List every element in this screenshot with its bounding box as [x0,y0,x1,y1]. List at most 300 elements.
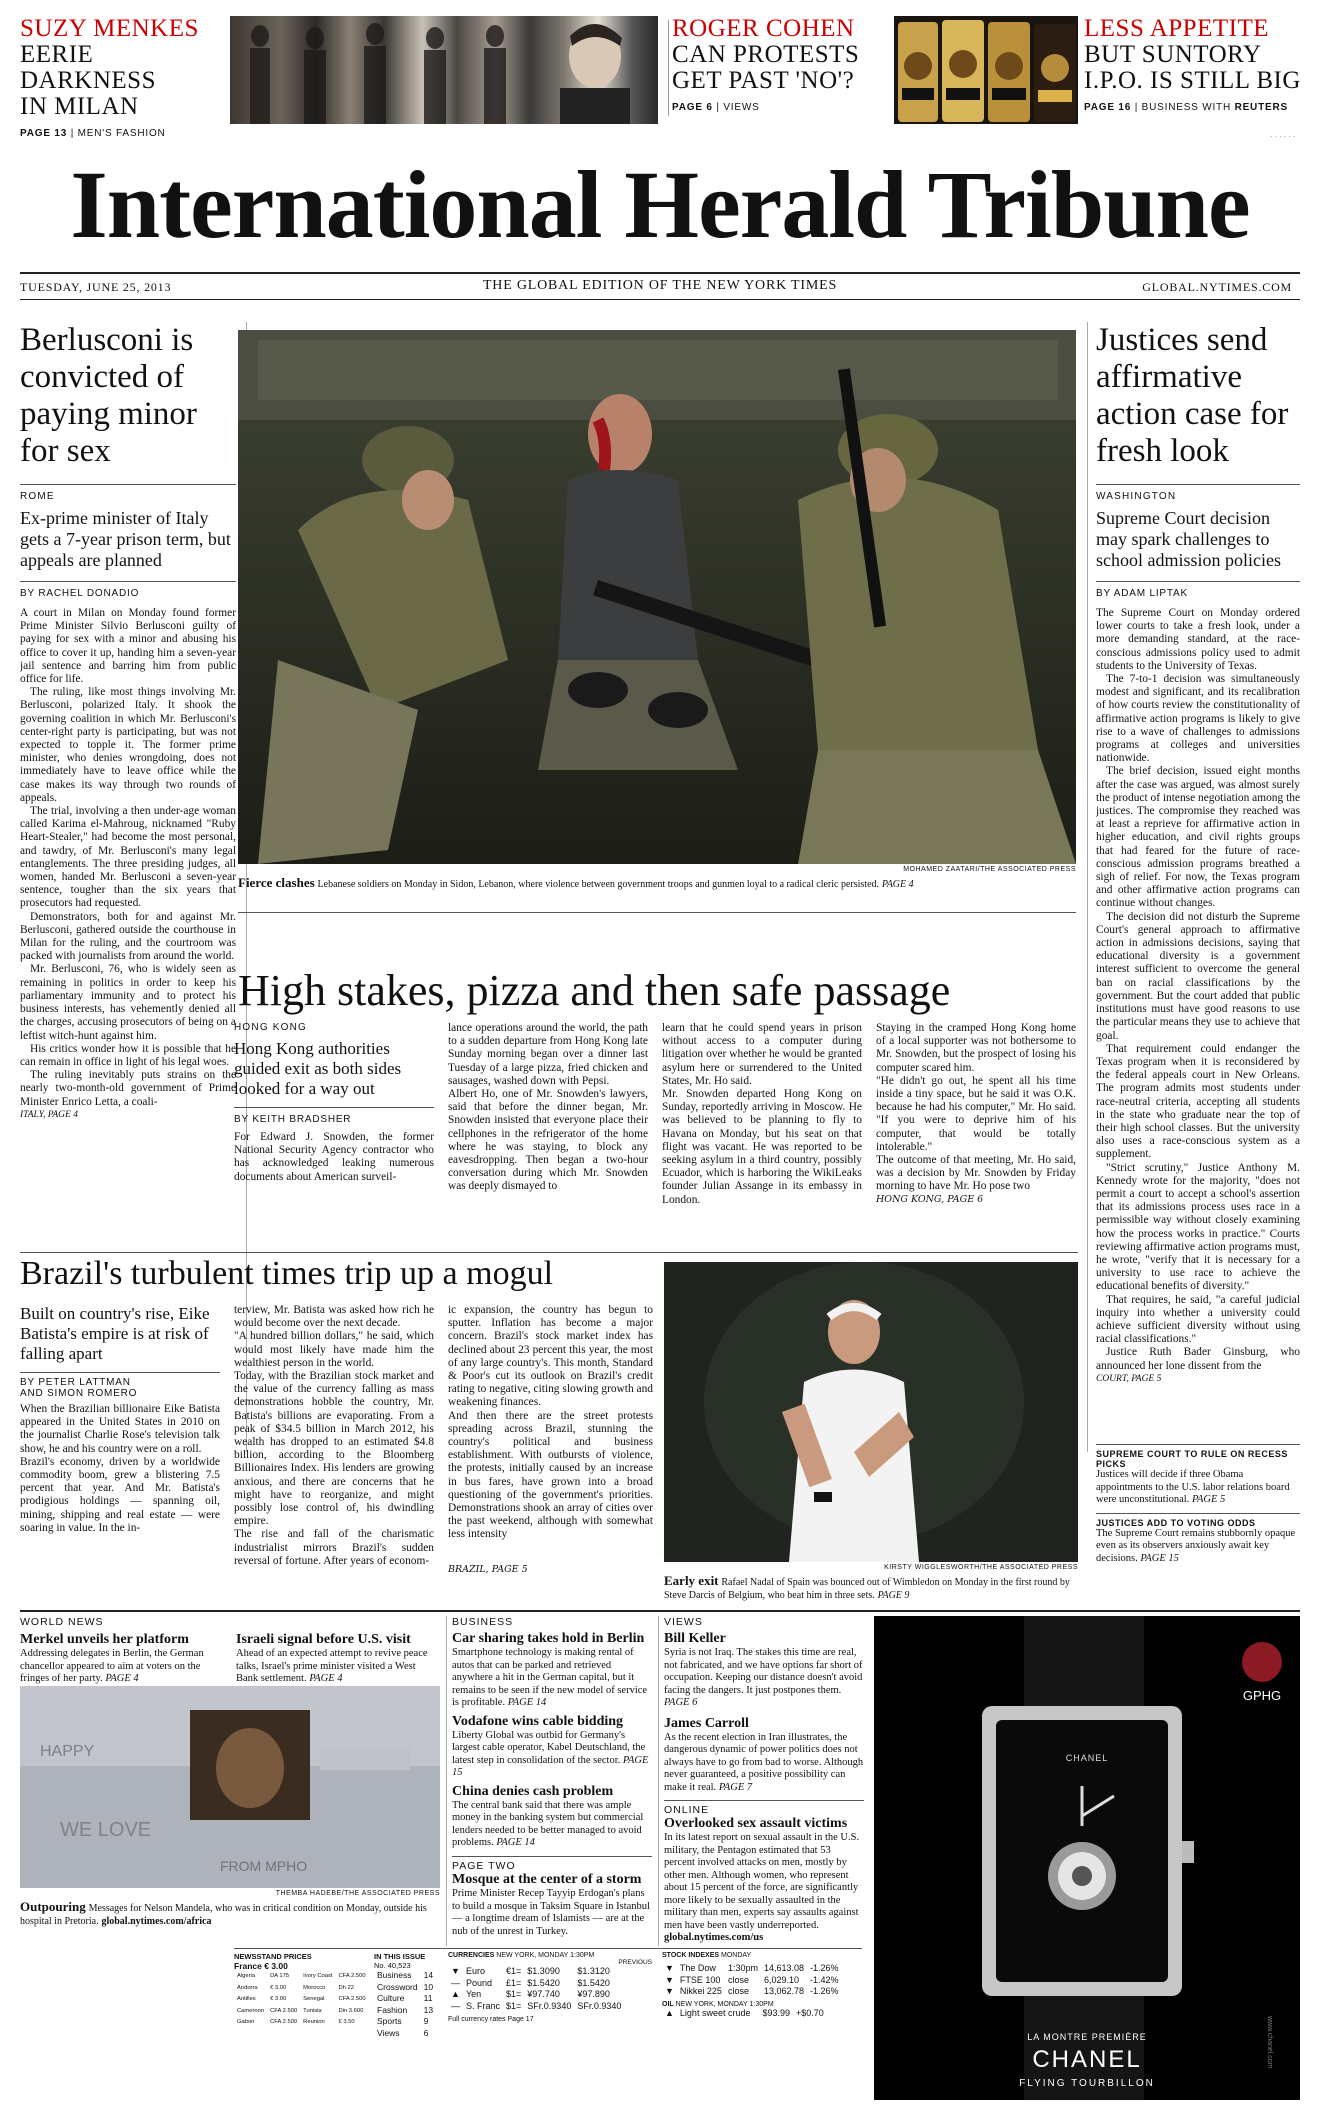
item-text [452,1800,652,1850]
country: Gabon [237,2019,255,2025]
item-jump[interactable]: PAGE 6 [664,1697,698,1708]
currency-rate: $1.5420 [527,1977,560,1988]
justices-deck: Supreme Court decision may spark challenges to school admission policies [1096,508,1281,570]
item-text [664,1832,864,1945]
currency-rate: ¥97.740 [527,1989,560,1999]
index-change: -1.26% [810,1986,839,1996]
index-name: Nikkei 225 [679,1986,722,1996]
paragraph: "Strict scrutiny," Justice Anthony M. Kennedy wrote for the majority, "does not permit a court to accept a school's assertion that its admissions process uses race in a permissible way without closely examining how the process works in practice." Courts reviewing affirmative action programs must, he wrote, "verify that it is necessary for a university to use race to achieve the educational benefits of diversity." [1096,1161,1300,1293]
item-head: Mosque at the center of a storm [452,1872,642,1887]
brief-kicker[interactable]: SUPREME COURT TO RULE ON RECESS PICKS [1096,1449,1288,1469]
index-table [374,1970,436,2039]
brazil-col3-body: ic expansion, the country has begun to sputter. Inflation has become a major concern. Brazil's stock market index has declined about 23 percent this year, the most of any large country's. This month, Standard & Poor's cut its outlook on Brazil's credit rating to negative, citing slowing growth and weakening finances. And then there are the street protests spreading across Brazil, stunning the country's political and business establishment. With outbursts of violence, the protests, initially caused by an increase in bus fares, have grown into a broad questioning of the government's priorities. Demonstrations shook an array of cities over the past weekend, although with somewhat less intensity [448,1304,653,1541]
teaser-page: PAGE 13 [20,128,68,139]
brief-text [1096,1528,1300,1566]
teaser-head-line2: I.P.O. IS STILL BIG [1084,67,1301,94]
price-row [234,1994,369,2006]
index-name: FTSE 100 [679,1974,721,1985]
teaser-head-line1: EERIE DARKNESS [20,41,156,94]
rule [1096,1513,1300,1514]
oil-rows [662,2008,827,2020]
views-item-2[interactable] [664,1716,864,1795]
snowden-col1-body: For Edward J. Snowden, the former National Security Agency contractor who has acknowledged leaking numerous documents about American surveil- [234,1131,434,1183]
currency-name: Yen [466,1989,482,1999]
issue-index-title: IN THIS ISSUE [374,1952,426,1961]
teaser-page: PAGE 6 [672,102,713,113]
currency-unit: $1= [506,1989,522,1999]
stock-row [662,1963,842,1975]
dateline: HONG KONG [234,1022,308,1033]
rule [238,912,1076,913]
brief-text [1096,1469,1300,1507]
online-link[interactable]: global.nytimes.com/us [664,1932,764,1943]
trend-icon: — [451,2000,460,2011]
teaser-meta: PAGE 16 | BUSINESS WITH REUTERS [1084,102,1288,113]
index-section: Crossword [377,1981,418,1992]
teaser-fashion[interactable] [20,15,220,139]
photo-credit: MOHAMED ZAATARI/THE ASSOCIATED PRESS [903,866,1076,873]
caption-text: Rafael Nadal of Spain was bounced out of Wimbledon on Monday in the first round by Steve Darcis of Belgium, who beat him in three sets. [664,1577,1070,1602]
oil-time: NEW YORK, MONDAY 1:30PM [675,2000,774,2008]
item-text-body: Addressing delegates in Berlin, the German chancellor appeared to aim at voters on the fringes of her party. [20,1648,204,1684]
newsstand-prices [234,1952,372,2029]
svg-text:WE LOVE: WE LOVE [60,1819,152,1841]
teaser-page: PAGE 16 [1084,102,1132,113]
index-page: 13 [423,2004,434,2015]
ad-line-2: FLYING TOURBILLON [1019,2078,1155,2089]
svg-text:FROM MPHO: FROM MPHO [220,1858,308,1874]
currencies-time: NEW YORK, MONDAY 1:30PM [496,1952,595,1959]
teaser-kicker: LESS APPETITE [1084,15,1269,42]
currency-previous: $1.5420 [577,1977,610,1988]
online-item[interactable] [664,1816,864,1945]
currency-unit: £1= [506,1977,522,1988]
item-text-body: As the recent election in Iran illustrates, the dangerous dynamic of power politics does not always have to go from bad to worse. Although never guaranteed, a positive possibility can make it real. [664,1731,864,1793]
paragraph: His critics wonder how it is possible that he can remain in office in light of his legal woes. [20,1042,236,1068]
paragraph: The 7-to-1 decision was simultaneously modest and significant, and its recalibration of how courts review the constitutionality of affirmative action programs is likely to give rise to a wave of challenges to admissions programs at colleges and universities nationwide. [1096,673,1300,765]
item-text-body: Syria is not Iraq. The stakes this time are real, not fabricated, and we have options far short of occupation. Keeping our distance doesn't avoid facing the dangers. It just postpones them. [664,1647,863,1696]
newsstand-france: France € 3.00 [234,1961,288,1971]
item-text [664,1647,864,1710]
item-text [452,1730,652,1780]
item-text-body: Liberty Global was outbid for Germany's largest cable operator, Kabel Deutschland, the latest step in consolidation of the sector. [452,1729,646,1766]
price-row [234,1983,369,1995]
business-section [452,1616,652,1850]
nadal-graphic [664,1262,1078,1562]
brief-jump[interactable]: PAGE 5 [1191,1494,1226,1505]
item-text [20,1648,228,1686]
teaser-head-line1: CAN PROTESTS [672,41,860,68]
lead-photo-caption [238,876,1076,891]
footer-rule [234,1948,862,1949]
teaser-head-line2: IN MILAN [20,93,139,120]
country: Antilles [237,1996,256,2002]
brief-jump[interactable]: PAGE 15 [1140,1552,1179,1564]
page-two-section [452,1856,652,1938]
teaser-meta: PAGE 13 | MEN'S FASHION [20,128,166,139]
caption-link[interactable]: global.nytimes.com/africa [101,1916,212,1928]
caption-jump[interactable]: PAGE 9 [877,1590,910,1602]
teaser-meta: PAGE 6 | VIEWS [672,102,760,113]
index-change: -1.42% [810,1974,839,1985]
rule [20,1372,220,1373]
teaser-head-line2: GET PAST 'NO'? [672,67,855,94]
currency-unit: $1= [506,2000,522,2011]
column-rule [446,1616,447,1946]
paragraph: The brief decision, issued eight months after the case was argued, was almost surely the product of intense negotiation among the justices. The compromise they reached was at least a reprieve for affirmative action in higher education, and civil rights groups that had feared for the future of race-conscious admission programs breathed a sigh of relief. For now, the Texas program and other affirmative action programs can continue without changes. [1096,765,1300,910]
rule [20,1252,1078,1253]
justices-story [1096,322,1300,1437]
country: Morocco [303,1984,326,1991]
byline: BY ADAM LIPTAK [1096,588,1188,599]
trend-icon: ▼ [451,1966,460,1976]
snowden-deck: Hong Kong authorities guided exit as both sides looked for a way out [234,1039,402,1098]
snowden-col-3: learn that he could spend years in prison without access to a computer during litigation over whether he would be granted asylum here or surrendered to the United States, Mr. Ho said. Mr. Snowden departed Hong Kong on Sunday, reportedly arriving in Moscow. He was believed to be planning to fly to Havana on Monday, but his seat on that flight was vacant. He was reported to be seeking asylum in a third country, possibly Ecuador, which is harboring the WikiLeaks founder Julian Assange in its embassy in London. [662,1022,862,1206]
runway-models-graphic [230,16,658,124]
dateline: ROME [20,491,55,502]
item-text-body: The central bank said that there was ample money in the banking system but commercial lenders needed to be better managed to avoid problems. [452,1799,644,1848]
byline: BY RACHEL DONADIO [20,588,140,599]
currency-previous: SFr.0.9340 [577,2000,622,2011]
teaser-kicker: ROGER COHEN [672,15,855,42]
currency-previous: $1.3120 [577,1966,610,1976]
caption-lead: Fierce clashes [238,875,315,890]
index-page: 9 [423,2016,429,2026]
brazil-col-2: terview, Mr. Batista was asked how rich he would become over the next decade. "A hundred billion dollars," he said, which would most likely have made him the wealthiest person in the world. Today, with the Brazilian stock market and the value of the currency falling as mass demonstrations hobble the country, Mr. Batista's billions are evaporating. From a peak of $34.5 billion in March 2012, his wealth has dropped to an estimated $4.8 billion, according to the Bloomberg Billionaires Index. His lenders are growing anxious, and there are concerns that he might have to reorganize, and might possibly lose control of, his dwindling empire. The rise and fall of the charismatic industrialist mirrors Brazil's sudden reversal of fortune. After years of econom- [234,1304,434,1567]
snowden-col4-body: Staying in the cramped Hong Kong home of a local supporter was not bothersome to Mr. Snowden, but the prospect of losing his computer scared him. "He didn't go out, he spent all his time inside a tiny space, but he said it was O.K. because he had his computer," Mr. Ho said. "If you were to deprive him of his computer, that would be totally intolerable." The outcome of that meeting, Mr. Ho said, was a decision by Mr. Snowden by Friday morning to have Mr. Ho pose two [876,1022,1076,1193]
index-section: Culture [377,1993,405,2003]
byline: AND SIMON ROMERO [20,1388,138,1399]
paragraph: The ruling, like most things involving Mr. Berlusconi, polarized Italy. It shook the governing coalition in which Mr. Berlusconi's center-right party is participating, but was not expected to topple it. The former prime minister, who denies wrongdoing, does not immediately have to leave office while the case makes its way through two rounds of appeals. [20,686,236,804]
rule [1096,1444,1300,1445]
index-row[interactable] [374,1970,436,1982]
price-row [234,2006,369,2018]
rule [664,1800,864,1801]
currency-row [448,1989,624,2001]
currency-rate: $1.3090 [527,1966,560,1976]
paragraph: The Supreme Court on Monday ordered lower courts to take a fresh look, under a more demanding standard, at the race-conscious admissions policy used to admit students to the University of Texas. [1096,607,1300,672]
brief-text-body: The Supreme Court remains stubbornly opaque even as its observers anxiously await key decisions. [1096,1527,1296,1564]
item-text [452,1647,652,1710]
index-time: close [727,1986,749,1996]
business-item-3[interactable] [452,1784,652,1850]
teaser-section: VIEWS [723,102,760,113]
item-head: James Carroll [664,1715,749,1731]
price: CFA 2.500 [270,2019,298,2025]
jump-link[interactable]: COURT, PAGE 5 [1096,1373,1162,1384]
rule [234,1107,434,1108]
rule [1096,581,1300,582]
commodity-change: +$0.70 [796,2007,824,2018]
teaser-business[interactable] [1084,16,1320,116]
currencies-title: CURRENCIES [448,1952,495,1959]
lebanon-clash-photo[interactable] [238,330,1076,864]
item-jump[interactable]: PAGE 4 [309,1673,343,1684]
teaser-head-line1: BUT SUNTORY [1084,41,1262,68]
caption-lead: Outpouring [20,1899,86,1914]
currency-unit: €1= [506,1966,522,1976]
masthead-rule-bottom [20,299,1300,300]
item-head: Vodafone wins cable bidding [452,1713,624,1729]
paragraph: The ruling inevitably puts strains on the nearly two-month-old government of Prime Minister Enrico Letta, a coali- [20,1069,236,1108]
previous-label: PREVIOUS [618,1959,652,1966]
masthead-tagline: THE GLOBAL EDITION OF THE NEW YORK TIMES [482,278,838,293]
trend-icon: ▼ [665,1963,674,1973]
index-value: 14,613.08 [763,1963,805,1973]
paragraph: Mr. Berlusconi, 76, who is widely seen as remaining in politics in order to keep his parliamentary immunity and to protect his business interests, has vehemently denied all the charges, accusing prosecutors of being on a leftist witch-hunt against him. [20,963,236,1042]
price: € 3.50 [338,2019,355,2025]
dial-brand: CHANEL [1065,1753,1109,1763]
snowden-col-2: lance operations around the world, the path to a sudden departure from Hong Kong late Sunday morning began over a dinner last Tuesday of a large pizza, fried chicken and sausages, washed down with Pepsi. Albert Ho, one of Mr. Snowden's lawyers, said that before the dinner began, Mr. Snowden insisted that everyone place their cellphones in the refrigerator of the home where he was staying, to block any eavesdropping. Then began a two-hour conversation during which Mr. Snowden was deeply dismayed to [448,1022,648,1193]
reuters-logo: REUTERS [1234,102,1288,113]
paragraph: That requires, he said, "a careful judicial inquiry into whether a university could achieve sufficient diversity without using racial classifications." [1096,1293,1300,1346]
svg-text:HAPPY: HAPPY [40,1743,95,1760]
chanel-watch-graphic [874,1616,1300,2100]
rule [20,484,236,485]
index-section: Views [377,2027,400,2038]
teaser-divider [668,20,669,116]
paragraph: Demonstrators, both for and against Mr. Berlusconi, gathered outside the courthouse in Milan for the ruling, and the courtroom was packed with journalists from around the world. [20,910,236,963]
item-head: China denies cash problem [452,1783,614,1799]
world-item-1[interactable] [20,1632,228,1686]
price: CFA 2.500 [338,1973,366,1979]
masthead-title: International Herald Tribune [70,151,1250,258]
price: DA 175 [270,1973,290,1979]
berlusconi-deck: Ex-prime minister of Italy gets a 7-year prison term, but appeals are planned [20,508,231,570]
business-item-2[interactable] [452,1714,652,1780]
ad-line-1: LA MONTRE PREMIÈRE [1027,2032,1147,2042]
item-text-body: Smartphone technology is making rental of autos that can be parked and retrieved anywhere a hit in the German capital, but it remains to be seen if the new model of service is profitable. [452,1647,648,1708]
mandela-caption [20,1900,440,1928]
currency-row [448,1978,624,1990]
justices-body [1096,607,1300,1437]
item-text-body: In its latest report on sexual assault in the U.S. military, the Pentagon estimated that 53 percent involved attacks on men, mostly by other men. Although women, who represent about 15 percent of the force, are significantly more likely to be sexually assaulted in the military than men, experts say assaults against men have been vastly underreported. [664,1832,860,1931]
item-head: Israeli signal before U.S. visit [236,1632,411,1647]
snowden-headline[interactable]: High stakes, pizza and then safe passage [238,966,951,1015]
caption-jump[interactable]: PAGE 4 [881,879,914,890]
column-rule [658,1616,659,1946]
trend-icon: — [451,1977,460,1988]
photo-credit: THEMBA HADEBE/THE ASSOCIATED PRESS [275,1890,440,1897]
column-rule [1087,322,1088,1452]
item-head: Overlooked sex assault victims [664,1816,848,1831]
index-page: 14 [423,1970,434,1980]
commodity-price: $93.99 [762,2007,790,2018]
photo-credit: KIRSTY WIGGLESWORTH/THE ASSOCIATED PRESS [884,1564,1078,1571]
brief-text-body: Justices will decide if three Obama appointments to the U.S. labor relations board were unconstitutional. [1096,1469,1290,1505]
section-label: PAGE TWO [452,1860,516,1872]
item-jump[interactable]: PAGE 7 [718,1781,753,1793]
index-time: close [727,1974,749,1985]
court-briefs [1096,1444,1300,1565]
oil-row [662,2008,827,2020]
dateline: WASHINGTON [1096,491,1177,502]
nadal-caption [664,1574,1078,1602]
trend-icon: ▲ [665,2007,674,2018]
section-label: BUSINESS [452,1616,514,1628]
trend-icon: ▲ [451,1989,460,1999]
index-row[interactable] [374,1982,436,1994]
berlusconi-headline[interactable]: Berlusconi is convicted of paying minor for sex [20,322,197,469]
item-jump[interactable]: PAGE 14 [507,1697,547,1708]
index-row[interactable] [374,2028,436,2040]
index-change: -1.26% [810,1963,839,1973]
teaser-section: BUSINESS WITH [1141,102,1231,113]
beer-cans-graphic [894,16,1078,124]
currency-row [448,1966,624,1978]
price: CFA 2.500 [270,2007,298,2014]
item-head: Car sharing takes hold in Berlin [452,1631,645,1646]
stocks-title: STOCK INDEXES [662,1952,720,1959]
stocks-time: MONDAY [721,1952,752,1959]
snowden-story [234,1022,1079,1222]
views-section [664,1616,864,1945]
commodity-name: Light sweet crude [679,2007,751,2018]
item-head: Merkel unveils her platform [20,1632,189,1647]
item-text: Prime Minister Recep Tayyip Erdogan's plans to build a mosque in Taksim Square in Istanbul — a longtime dream of Islamists — are at the nub of the unrest in Turkey. [452,1888,650,1937]
index-time: 1:30pm [727,1963,758,1973]
issue-number: No. 40,523 [374,1961,411,1970]
jump-link[interactable]: BRAZIL, PAGE 5 [448,1564,528,1575]
price-row [234,2017,369,2029]
in-this-issue [374,1952,440,2039]
item-text [236,1648,440,1686]
views-item-1[interactable] [664,1631,864,1710]
price: € 3.00 [270,1984,287,1991]
justices-headline[interactable]: Justices send affirmative action case for fresh look [1096,322,1289,469]
suntory-beer-photo[interactable] [894,16,1078,124]
country: Senegal [303,1996,325,2002]
teaser-kicker: SUZY MENKES [20,15,199,42]
currency-name: Euro [466,1966,486,1976]
currency-footer[interactable]: Full currency rates Page 17 [448,2016,534,2023]
rule [452,1856,652,1857]
page-two-item[interactable] [452,1872,652,1938]
country: Andorra [237,1984,258,1991]
item-jump[interactable]: PAGE 14 [496,1837,535,1848]
teaser-section: MEN'S FASHION [77,128,166,139]
country: Cameroon [237,2007,265,2014]
brazil-story [20,1304,660,1575]
item-text-body: Ahead of an expected attempt to revive peace talks, Israel's prime minister visited a West Bank settlement. [236,1648,428,1684]
caption-lead: Early exit [664,1573,719,1588]
paragraph: The decision did not disturb the Supreme Court's general approach to affirmative action in admissions decisions, saying that educational diversity is a government interest sufficient to overcome the general ban on racial classifications by the government. But the court added that public institutions must have good reasons to use the particular means they use to achieve that goal. [1096,910,1300,1042]
index-row[interactable] [374,2016,436,2028]
issue-date: TUESDAY, JUNE 25, 2013 [20,280,172,294]
site-url[interactable]: GLOBAL.NYTIMES.COM [1142,280,1292,294]
currency-rate: SFr.0.9340 [527,2000,572,2011]
index-section: Business [377,1970,412,1980]
section-rule [20,1610,1300,1612]
index-page: 6 [423,2027,429,2038]
berlusconi-story [20,322,236,1252]
byline: BY KEITH BRADSHER [234,1114,352,1125]
index-value: 6,029.10 [763,1974,800,1985]
chanel-logo: CHANEL [1032,2046,1142,2073]
currency-rows [448,1966,624,2012]
item-head: Bill Keller [664,1631,726,1646]
barcode-dots: ...... [1270,130,1298,139]
snowden-col-1 [234,1022,434,1184]
trend-icon: ▼ [665,1974,674,1985]
item-text [664,1732,864,1795]
currency-name: S. Franc [466,2000,501,2011]
oil-title: OIL [662,2000,674,2008]
index-section: Fashion [377,2004,408,2015]
nadal-photo[interactable] [664,1262,1078,1562]
index-page: 11 [423,1993,433,2003]
jump-link[interactable]: ITALY, PAGE 4 [20,1109,78,1120]
berlusconi-body [20,607,236,1252]
caption-text: Lebanese soldiers on Monday in Sidon, Lebanon, where violence between government troops and gunmen loyal to a radical cleric persisted. [317,879,880,890]
brazil-col-1 [20,1304,220,1558]
price: Din 3.600 [338,2007,364,2014]
fashion-runway-photo[interactable] [230,16,658,124]
index-page: 10 [423,1981,434,1992]
currencies-table [448,1952,656,2023]
stock-row [662,1986,842,1998]
newsstand-title: NEWSSTAND PRICES [234,1952,312,1961]
brazil-col-3 [448,1304,653,1575]
chanel-ad[interactable] [874,1616,1300,2100]
brief-kicker[interactable]: JUSTICES ADD TO VOTING ODDS [1096,1517,1256,1528]
business-item-1[interactable] [452,1631,652,1710]
ad-url[interactable]: www.chanel.com [1266,2016,1273,2069]
brazil-col1-body: When the Brazilian billionaire Eike Batista appeared in the United States in 2010 on the journalist Charlie Rose's television talk show, he and his country were on a roll. Brazil's economy, driven by a worldwide commodity boom, grew a blistering 7.5 percent that year. And Mr. Batista's prodigious holdings — spanning oil, mining, shipping and real estate — were soaring in value. In the in- [20,1403,220,1534]
item-jump[interactable]: PAGE 15 [452,1754,649,1778]
snowden-col-4 [876,1022,1076,1205]
country: Ivory Coast [303,1973,333,1979]
brazil-headline[interactable]: Brazil's turbulent times trip up a mogul [20,1255,554,1292]
country: Reunion [303,2019,325,2025]
index-value: 13,062.78 [763,1986,805,1996]
stock-row [662,1975,842,1987]
section-label: VIEWS [664,1616,703,1628]
teaser-opinion[interactable] [672,16,892,116]
paragraph: The trial, involving a then under-age woman called Karima el-Mahroug, nicknamed "Ruby Heart-Stealer," had become the most personal, and tawdry, of Mr. Berlusconi's many legal entanglements. The three presiding judges, all women, handed Mr. Berlusconi a seven-year sentence, tougher than the six years that prosecutors had requested. [20,805,236,910]
soldiers-graphic [238,330,1076,864]
paragraph: A court in Milan on Monday found former Prime Minister Silvio Berlusconi guilty of paying for sex with a minor and abusing his office to cover it up, handing him a seven-year jail sentence and barring him from public office for life. [20,607,236,686]
price: € 3.00 [270,1996,287,2002]
paragraph: That requirement could endanger the Texas program when it is reconsidered by the federal appeals court in New Orleans. The program admits most students under race-neutral criteria, accepting all students in the state who graduate near the top of their high school classes. But the university also uses a race-conscious system as a supplement. [1096,1042,1300,1161]
price: Dh 22 [338,1984,354,1991]
country: Tunisia [303,2007,322,2014]
stock-rows [662,1963,842,1998]
world-news [20,1616,440,1684]
item-jump[interactable]: PAGE 4 [105,1673,139,1684]
price-row [234,1971,369,1983]
rule [1096,484,1300,485]
country: Algeria [237,1973,256,1979]
masthead-rule [20,272,1300,274]
index-row[interactable] [374,1993,436,2005]
newsstand-table [234,1971,369,2029]
section-label: WORLD NEWS [20,1616,104,1628]
jump-link[interactable]: HONG KONG, PAGE 6 [876,1193,984,1205]
gphg-label: GPHG [1242,1688,1282,1703]
index-name: The Dow [679,1963,716,1973]
caption-text: Messages for Nelson Mandela, who was in critical condition on Monday, outside his hospital in Pretoria. [20,1903,427,1928]
section-label: ONLINE [664,1804,710,1816]
index-section: Sports [377,2016,402,2026]
world-item-2[interactable] [236,1632,440,1686]
trend-icon: ▼ [665,1986,674,1996]
currency-previous: ¥97.890 [577,1989,610,1999]
mandela-photo[interactable] [20,1686,440,1888]
mandela-wall-graphic [20,1686,440,1888]
stock-indexes [662,1952,866,2019]
index-row[interactable] [374,2005,436,2017]
